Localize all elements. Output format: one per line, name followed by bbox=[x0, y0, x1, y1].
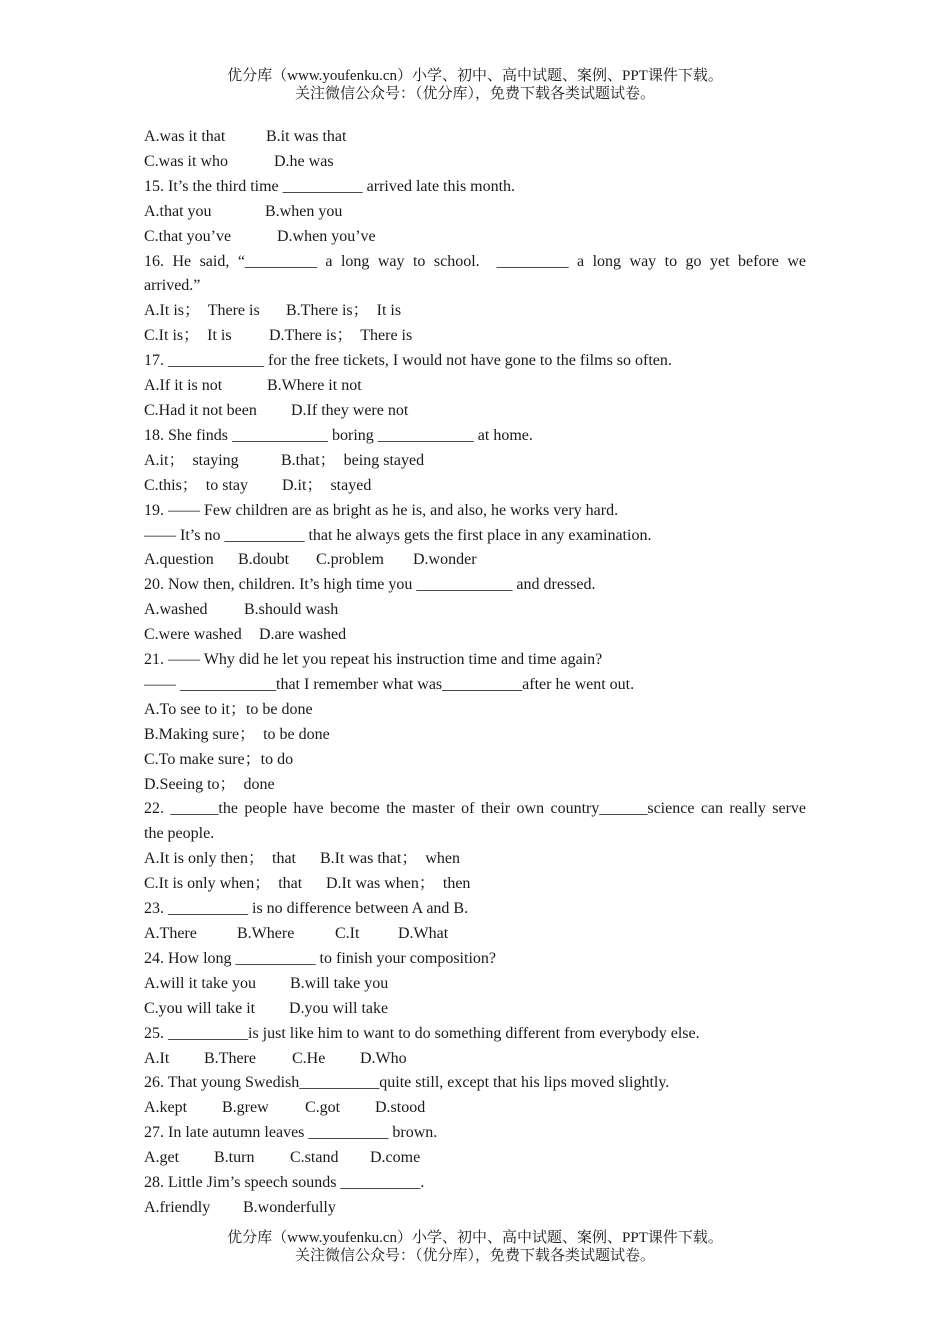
option-a: A.If it is not bbox=[144, 377, 223, 395]
option-c: C.Had it not been bbox=[144, 401, 257, 419]
option-a: A.it； staying bbox=[144, 451, 239, 469]
option-b: B.grew bbox=[222, 1099, 269, 1117]
option-a: A.question bbox=[144, 551, 214, 569]
options-row bbox=[144, 324, 806, 349]
option-d: D.it； stayed bbox=[282, 476, 372, 494]
option-a: A.It bbox=[144, 1049, 170, 1067]
option-c: C.It bbox=[335, 925, 360, 942]
option-d: D.are washed bbox=[259, 626, 347, 644]
footer-line-2: 关注微信公众号：（优分库），免费下载各类试题试卷。 bbox=[294, 1248, 655, 1264]
option-d: D.stood bbox=[375, 1099, 426, 1117]
option-d: D.What bbox=[398, 925, 449, 942]
option-b: B.Where it not bbox=[267, 377, 362, 395]
question-23-stem: 23. __________ is no difference between A and B. bbox=[144, 900, 469, 918]
option-c: C.that you’ve bbox=[144, 227, 232, 245]
options-row bbox=[144, 548, 806, 573]
option-b: B.wonderfully bbox=[243, 1198, 336, 1216]
option-a: A.washed bbox=[144, 601, 208, 619]
option-a: A.that you bbox=[144, 202, 212, 220]
header-line-1: 优分库（www.youfenku.cn）小学、初中、高中试题、案例、PPT课件下载。 bbox=[227, 68, 723, 84]
option-a: A.will it take you bbox=[144, 974, 256, 992]
question-22-stem-line-1: 22. ______the people have become the master of their own country______science can really serve bbox=[144, 800, 806, 818]
options-row bbox=[144, 922, 806, 947]
option-c: C.got bbox=[305, 1099, 341, 1117]
options-row bbox=[144, 598, 806, 623]
question-26-stem: 26. That young Swedish__________quite still, except that his lips moved slightly. bbox=[144, 1074, 670, 1092]
option-d: D.wonder bbox=[413, 551, 477, 569]
option-d: D.Seeing to； done bbox=[144, 775, 275, 793]
options-row bbox=[144, 847, 806, 872]
question-18-stem: 18. She finds ____________ boring ____________ at home. bbox=[144, 426, 533, 444]
option-b: B.that； being stayed bbox=[281, 451, 425, 469]
option-b: B.It was that； when bbox=[320, 850, 460, 868]
options-row bbox=[144, 299, 806, 324]
option-d: D.you will take bbox=[289, 999, 389, 1017]
header-line-2: 关注微信公众号：（优分库），免费下载各类试题试卷。 bbox=[294, 86, 655, 102]
question-27-stem: 27. In late autumn leaves __________ brown. bbox=[144, 1124, 438, 1142]
options-row bbox=[144, 872, 806, 897]
question-22-stem-line-2: the people. bbox=[144, 825, 215, 843]
question-24-stem: 24. How long __________ to finish your composition? bbox=[144, 949, 496, 967]
options-row bbox=[144, 623, 806, 648]
options-row bbox=[144, 1047, 806, 1072]
question-28-stem: 28. Little Jim’s speech sounds __________. bbox=[144, 1174, 425, 1192]
question-25-stem: 25. __________is just like him to want to do something different from everybody else. bbox=[144, 1024, 700, 1042]
question-16-stem-line-2: arrived.” bbox=[144, 277, 201, 295]
option-d: D.he was bbox=[274, 152, 334, 170]
option-c: C.were washed bbox=[144, 626, 242, 644]
options-row bbox=[144, 225, 806, 250]
option-b: B.Making sure； to be done bbox=[144, 725, 330, 743]
option-a: A.To see to it；to be done bbox=[144, 700, 313, 718]
option-c: C.you will take it bbox=[144, 999, 256, 1017]
option-d: D.when you’ve bbox=[277, 227, 376, 245]
options-row bbox=[144, 1146, 806, 1171]
question-21-stem-line-1: 21. —— Why did he let you repeat his instruction time and time again? bbox=[144, 651, 603, 669]
option-a: A.kept bbox=[144, 1099, 188, 1117]
option-c: C.It is； It is bbox=[144, 327, 232, 345]
options-row bbox=[144, 150, 806, 175]
option-b: B.There bbox=[204, 1049, 256, 1067]
option-c: C.problem bbox=[316, 551, 384, 569]
option-c: C.He bbox=[292, 1049, 326, 1067]
options-row bbox=[144, 125, 806, 150]
option-b: B.should wash bbox=[244, 601, 339, 619]
question-list bbox=[144, 125, 806, 1221]
question-15-stem: 15. It’s the third time __________ arrived late this month. bbox=[144, 177, 516, 195]
option-b: B.will take you bbox=[290, 974, 389, 992]
option-a: A.get bbox=[144, 1149, 180, 1167]
option-c: C.To make sure；to do bbox=[144, 750, 294, 768]
options-row bbox=[144, 449, 806, 474]
option-a: A.It is only then； that bbox=[144, 850, 296, 868]
options-row bbox=[144, 1196, 806, 1221]
options-row bbox=[144, 200, 806, 225]
option-d: D.There is； There is bbox=[269, 327, 413, 345]
option-c: C.stand bbox=[290, 1149, 339, 1167]
options-row bbox=[144, 474, 806, 499]
option-a: A.was it that bbox=[144, 128, 226, 145]
option-b: B.it was that bbox=[266, 128, 347, 145]
question-19-stem-line-2: —— It’s no __________ that he always gets the first place in any examination. bbox=[144, 526, 652, 544]
option-a: A.There bbox=[144, 925, 197, 942]
options-row bbox=[144, 1096, 806, 1121]
options-row bbox=[144, 399, 806, 424]
question-17-stem: 17. ____________ for the free tickets, I would not have gone to the films so often. bbox=[144, 352, 672, 370]
options-row bbox=[144, 972, 806, 997]
question-20-stem: 20. Now then, children. It’s high time you ____________ and dressed. bbox=[144, 576, 596, 594]
option-c: C.this； to stay bbox=[144, 476, 249, 494]
question-21-stem-line-2: —— ____________that I remember what was__________after he went out. bbox=[144, 675, 635, 693]
page-footer bbox=[0, 1229, 950, 1265]
option-d: D.It was when； then bbox=[326, 875, 471, 893]
question-19-stem-line-1: 19. —— Few children are as bright as he is, and also, he works very hard. bbox=[144, 501, 619, 519]
option-d: D.come bbox=[370, 1149, 421, 1167]
option-b: B.when you bbox=[265, 202, 343, 220]
option-c: C.was it who bbox=[144, 152, 228, 170]
option-b: B.doubt bbox=[238, 551, 290, 569]
options-row bbox=[144, 997, 806, 1022]
option-d: D.Who bbox=[360, 1049, 407, 1067]
option-c: C.It is only when； that bbox=[144, 875, 303, 893]
footer-line-1: 优分库（www.youfenku.cn）小学、初中、高中试题、案例、PPT课件下载。 bbox=[227, 1230, 723, 1246]
question-16-stem-line-1: 16. He said, “_________ a long way to school. _________ a long way to go yet before we bbox=[144, 252, 806, 270]
option-a: A.friendly bbox=[144, 1198, 211, 1216]
option-d: D.If they were not bbox=[291, 401, 409, 419]
option-b: B.There is； It is bbox=[286, 302, 402, 320]
option-b: B.turn bbox=[214, 1149, 255, 1167]
options-row bbox=[144, 374, 806, 399]
page-header bbox=[0, 67, 950, 103]
option-b: B.Where bbox=[237, 925, 295, 942]
option-a: A.It is； There is bbox=[144, 302, 260, 320]
